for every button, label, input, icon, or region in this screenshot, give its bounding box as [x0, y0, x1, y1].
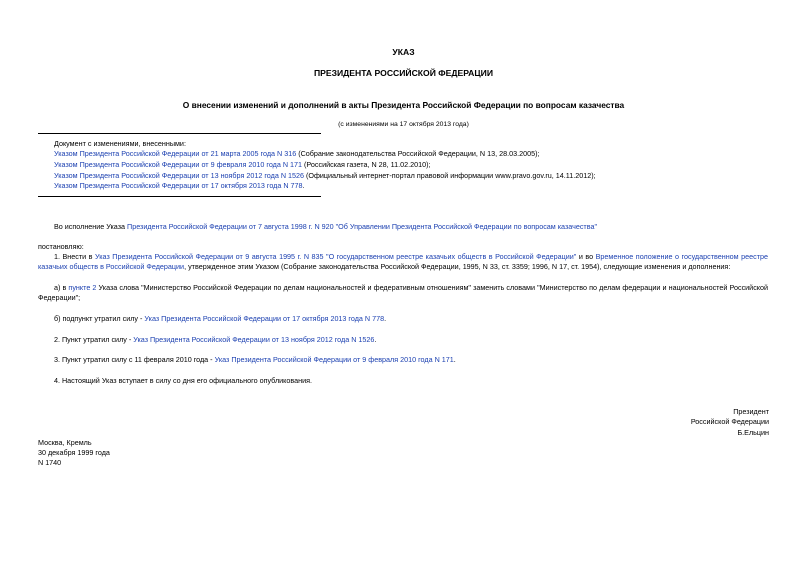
item-a — [38, 283, 768, 303]
change-item — [54, 149, 539, 159]
change-link[interactable]: Указом Президента Российской Федерации от 21 марта 2005 года N 316 — [54, 149, 297, 158]
change-link[interactable]: Указом Президента Российской Федерации от 13 ноября 2012 года N 1526 — [54, 171, 304, 180]
para3-text: . — [453, 355, 456, 364]
change-item — [54, 171, 596, 181]
para2-text: 2. Пункт утратил силу - — [54, 335, 134, 344]
signature-title: Президент — [733, 407, 769, 416]
item-b-link[interactable]: Указ Президента Российской Федерации от 17 октября 2013 года N 778 — [144, 314, 385, 323]
para3-text: 3. Пункт утратил силу с 11 февраля 2010 года - — [54, 355, 215, 364]
item-b-text: . — [384, 314, 387, 323]
signing-place: Москва, Кремль — [38, 438, 92, 447]
change-link[interactable]: Указом Президента Российской Федерации от 9 февраля 2010 года N 171 — [54, 160, 303, 169]
signature-name: Б.Ельцин — [737, 428, 769, 437]
paragraph-1 — [38, 252, 768, 272]
paragraph-4: 4. Настоящий Указ вступает в силу со дня его официального опубликования. — [54, 376, 313, 385]
item-a-text: а) в — [54, 283, 69, 292]
paragraph-2 — [54, 335, 376, 345]
preamble-text: Во исполнение Указа — [54, 222, 128, 231]
change-item — [54, 160, 430, 170]
preamble — [54, 222, 597, 232]
change-link[interactable]: Указом Президента Российской Федерации от 17 октября 2013 года N 778 — [54, 181, 303, 190]
preamble-link[interactable]: Президента Российской Федерации от 7 августа 1998 г. N 920 "Об Управлении Президента Российской Федерации по вопросам казачества" — [127, 222, 597, 231]
doc-issuer: ПРЕЗИДЕНТА РОССИЙСКОЙ ФЕДЕРАЦИИ — [313, 68, 494, 78]
item-a-link[interactable]: пункте 2 — [68, 283, 97, 292]
item-b — [54, 314, 386, 324]
para1-text: 1. Внести в — [54, 252, 96, 261]
item-b-text: б) подпункт утратил силу - — [54, 314, 145, 323]
para2-text: . — [374, 335, 377, 344]
item-a-text: Указа слова "Министерство Российской Федерации по делам национальностей и федеративным отношениям" заменить словами "Министерство по делам федерации и национальностей Российской Федерации"; — [38, 283, 769, 302]
decree-number: N 1740 — [38, 458, 62, 467]
change-item-tail: . — [302, 181, 305, 190]
change-item-tail: (Официальный интернет-портал правовой информации www.pravo.gov.ru, 14.11.2012); — [304, 171, 596, 180]
signing-date: 30 декабря 1999 года — [38, 448, 110, 457]
changes-intro: Документ с изменениями, внесенными: — [54, 139, 186, 148]
change-item-tail: (Российская газета, N 28, 11.02.2010); — [302, 160, 431, 169]
decree-word: постановляю: — [38, 242, 84, 251]
change-item-tail: (Собрание законодательства Российской Федерации, N 13, 28.03.2005); — [296, 149, 540, 158]
change-item — [54, 181, 305, 191]
doc-title: УКАЗ — [392, 47, 415, 57]
signature-country: Российской Федерации — [690, 417, 769, 426]
doc-subtitle: О внесении изменений и дополнений в акты Президента Российской Федерации по вопросам казачества — [182, 100, 625, 110]
para1-text: , утвержденное этим Указом (Собрание законодательства Российской Федерации, 1995, N 33, ст. 3359; 1996, N 17, ст. 1954), следующие изменения и дополнения: — [184, 262, 731, 271]
para1-text: и во — [576, 252, 596, 261]
para3-link[interactable]: Указ Президента Российской Федерации от 9 февраля 2010 года N 171 — [214, 355, 454, 364]
para2-link[interactable]: Указ Президента Российской Федерации от 13 ноября 2012 года N 1526 — [133, 335, 375, 344]
top-divider — [38, 133, 321, 134]
paragraph-3 — [54, 355, 456, 365]
bottom-divider — [38, 196, 321, 197]
para1-link-provision[interactable]: Временное положение о государственном реестре казачьих обществ в Российской Федерации — [38, 252, 769, 271]
para1-link-decree[interactable]: Указ Президента Российской Федерации от 9 августа 1995 г. N 835 "О государственном реестре казачьих обществ в Российской Федерации" — [95, 252, 577, 261]
changes-note: (с изменениями на 17 октября 2013 года) — [338, 121, 469, 128]
